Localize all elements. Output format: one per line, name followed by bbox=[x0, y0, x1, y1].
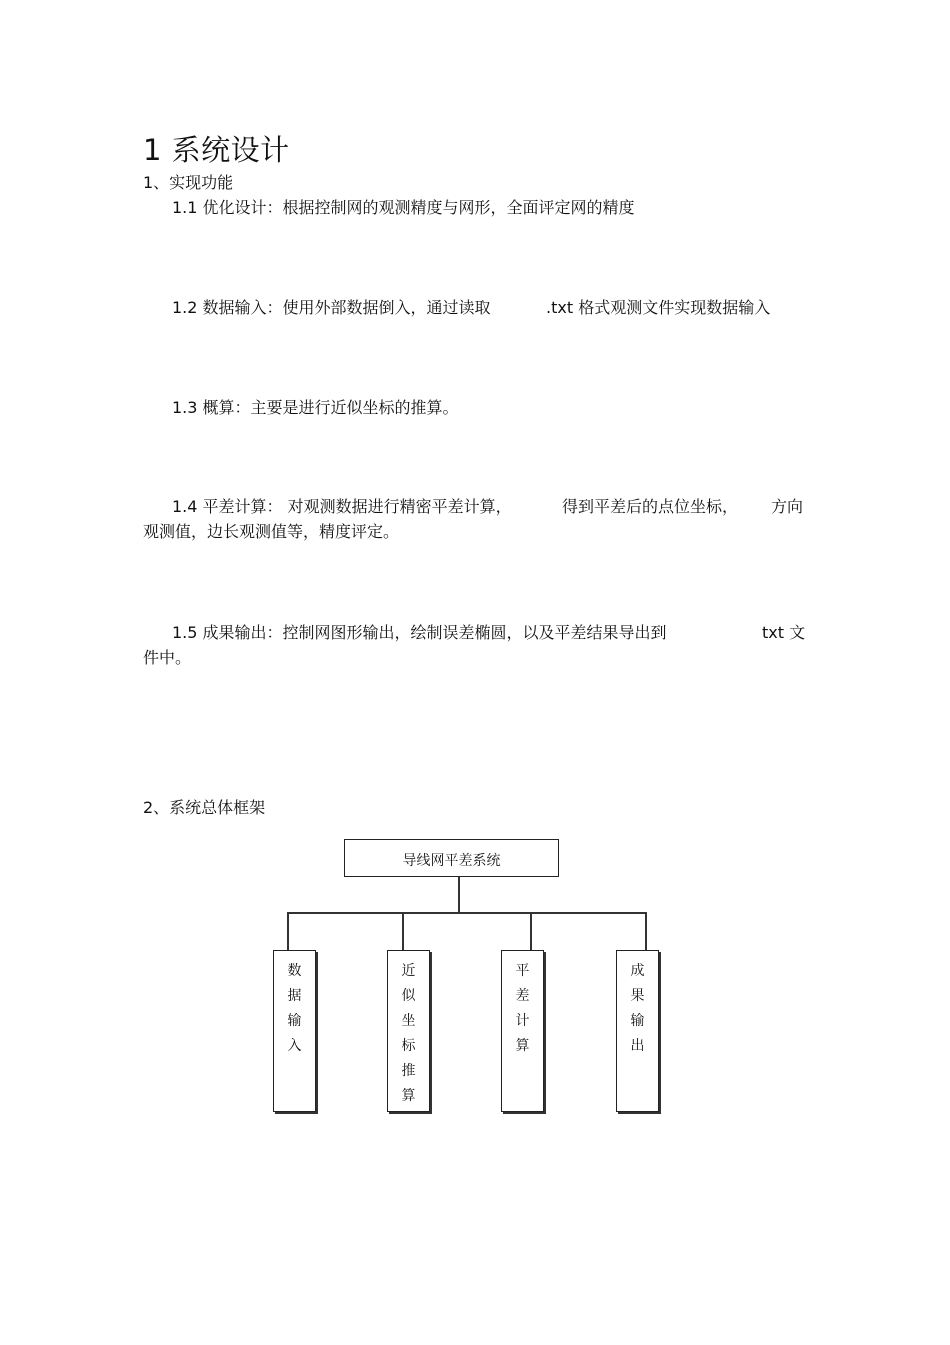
connector-drop-2 bbox=[402, 912, 404, 951]
root-label: 导线网平差系统 bbox=[402, 853, 501, 869]
item-1-4-b: 得到平差后的点位坐标， bbox=[562, 497, 739, 516]
connector-trunk bbox=[458, 877, 460, 913]
root-box bbox=[344, 839, 559, 877]
item-1-2-a: 1.2 数据输入：使用外部数据倒入，通过读取 bbox=[172, 298, 491, 317]
item-1-3: 1.3 概算：主要是进行近似坐标的推算。 bbox=[172, 398, 459, 417]
item-1-5-a: 1.5 成果输出：控制网图形输出，绘制误差椭圆，以及平差结果导出到 bbox=[172, 623, 667, 642]
item-1-1: 1.1 优化设计：根据控制网的观测精度与网形，全面评定网的精度 bbox=[172, 198, 635, 217]
page-title: 1 系统设计 bbox=[143, 133, 290, 167]
node-approx-coords bbox=[387, 950, 430, 1112]
connector-drop-4 bbox=[645, 912, 647, 951]
node-data-input bbox=[273, 950, 316, 1112]
section-2-title: 2、系统总体框架 bbox=[143, 798, 266, 817]
node-data-input-label: 数 据 输 入 bbox=[287, 963, 302, 1054]
item-1-4-d: 观测值，边长观测值等，精度评定。 bbox=[143, 522, 400, 541]
item-1-4-c: 方向 bbox=[771, 497, 804, 516]
connector-drop-1 bbox=[287, 912, 289, 951]
item-1-5-c: 件中。 bbox=[143, 648, 192, 667]
node-adjustment bbox=[501, 950, 544, 1112]
node-adjustment-label: 平 差 计 算 bbox=[515, 963, 530, 1054]
node-approx-coords-label: 近 似 坐 标 推 算 bbox=[401, 963, 416, 1104]
connector-drop-3 bbox=[530, 912, 532, 951]
item-1-5-b: txt 文 bbox=[762, 623, 806, 642]
item-1-2-b: .txt 格式观测文件实现数据输入 bbox=[546, 298, 771, 317]
connector-bar bbox=[287, 912, 646, 914]
section-1-title: 1、实现功能 bbox=[143, 173, 234, 192]
node-output bbox=[616, 950, 659, 1112]
item-1-4-a: 1.4 平差计算： 对观测数据进行精密平差计算， bbox=[172, 497, 512, 516]
node-output-label: 成 果 输 出 bbox=[630, 963, 645, 1054]
